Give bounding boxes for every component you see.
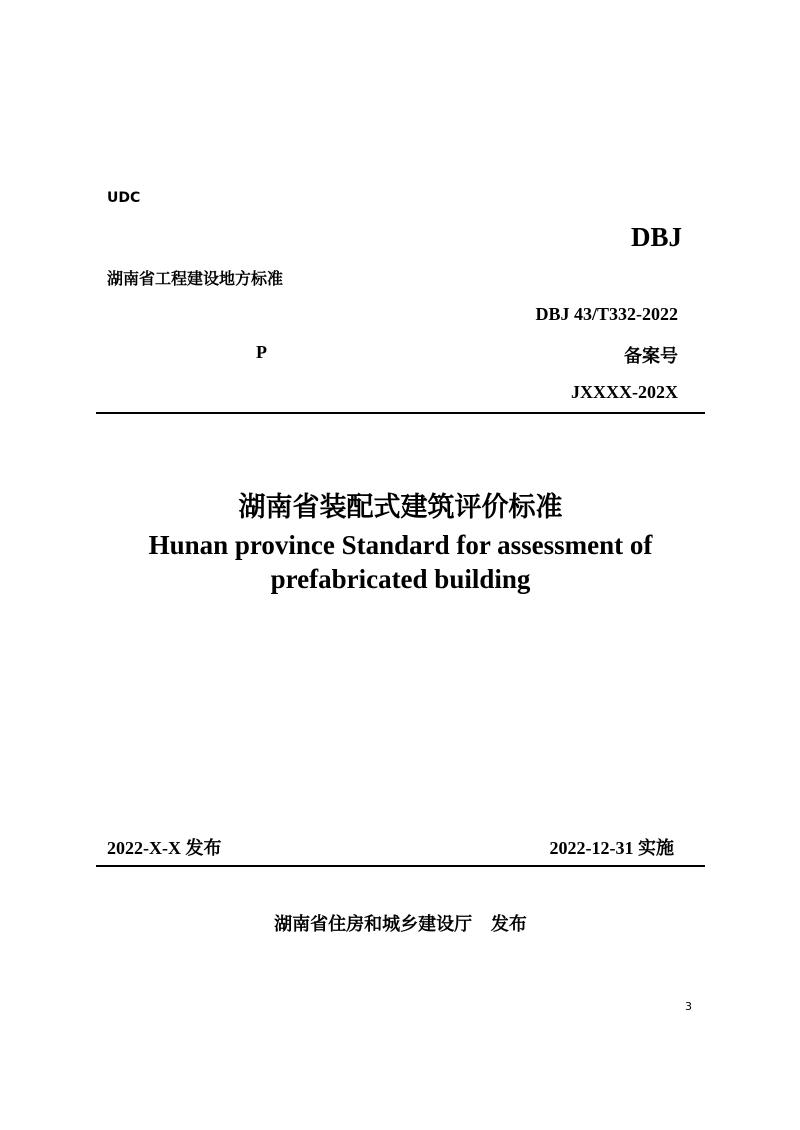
p-mark: P	[256, 342, 267, 362]
record-label: 备案号	[624, 346, 678, 367]
dbj-mark: DBJ	[630, 222, 682, 252]
standard-number: DBJ 43/T332-2022	[535, 304, 678, 324]
issuing-authority: 湖南省住房和城乡建设厅 发布	[274, 914, 527, 935]
title-block	[96, 488, 705, 596]
issue-date: 2022-X-X 发布	[107, 838, 222, 858]
page-number: 3	[685, 1000, 692, 1013]
title-english: Hunan province Standard for assessment of prefabricated building	[148, 530, 653, 594]
udc-label: UDC	[107, 190, 141, 206]
effective-date: 2022-12-31 实施	[549, 838, 674, 858]
bottom-divider	[96, 865, 705, 867]
title-chinese: 湖南省装配式建筑评价标准	[238, 492, 563, 523]
top-divider	[96, 412, 705, 414]
standard-category: 湖南省工程建设地方标准	[107, 269, 284, 288]
record-number: JXXXX-202X	[571, 382, 678, 402]
